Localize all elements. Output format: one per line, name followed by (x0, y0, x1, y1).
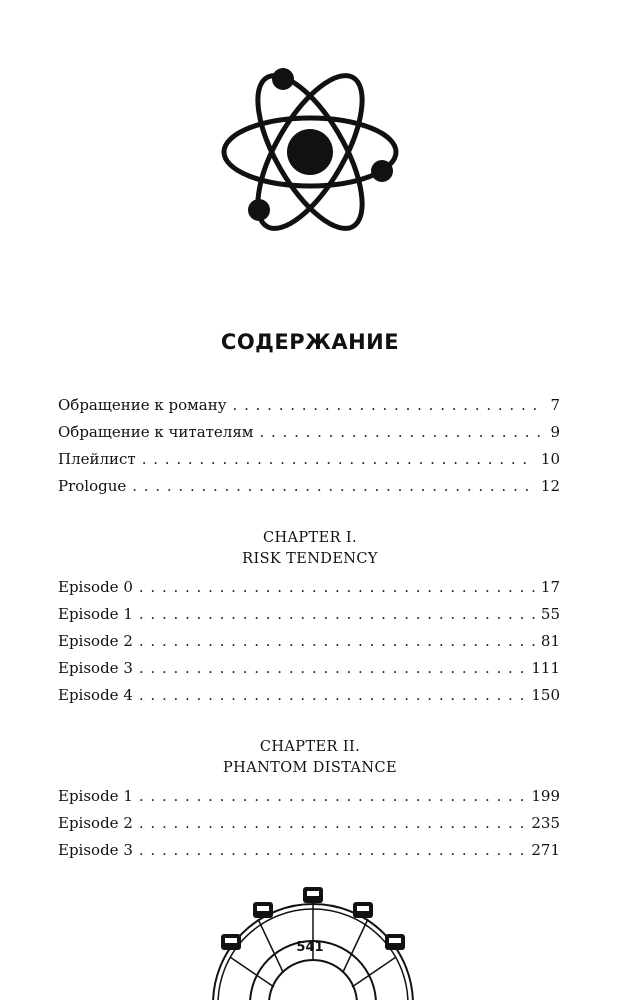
toc-entry-label: Плейлист (58, 450, 136, 468)
dot-leader (139, 682, 525, 709)
toc-entry-label: Episode 0 (58, 578, 133, 596)
dot-leader (139, 574, 535, 601)
chapter-heading (0, 528, 620, 570)
toc-entry[interactable] (58, 810, 560, 837)
toc-front-matter (58, 392, 560, 500)
dot-leader (139, 837, 525, 864)
toc-entry-page: 235 (531, 814, 560, 832)
ferris-wheel-icon (208, 872, 418, 1000)
toc-entry-page: 199 (531, 787, 560, 805)
dot-leader (132, 473, 535, 500)
toc-entry[interactable] (58, 601, 560, 628)
toc-entry[interactable] (58, 628, 560, 655)
chapter-subtitle: PHANTOM DISTANCE (223, 760, 397, 776)
toc-entry-page: 111 (531, 659, 560, 677)
dot-leader (259, 419, 544, 446)
toc-entry-label: Episode 1 (58, 605, 133, 623)
toc-entry-page: 17 (540, 578, 560, 596)
toc-entry-page: 81 (540, 632, 560, 650)
dot-leader (139, 601, 535, 628)
toc-entry-page: 12 (540, 477, 560, 495)
toc-entry-label: Episode 3 (58, 841, 133, 859)
toc-entry-page: 10 (540, 450, 560, 468)
toc-entry-label: Episode 2 (58, 632, 133, 650)
toc-entry-label: Prologue (58, 477, 127, 495)
toc-entry[interactable] (58, 682, 560, 709)
toc-chapter-1-entries (58, 574, 560, 709)
dot-leader (142, 446, 535, 473)
atom-icon (220, 64, 400, 236)
toc-entry-label: Episode 3 (58, 659, 133, 677)
toc-entry[interactable] (58, 419, 560, 446)
toc-entry-label: Обращение к читателям (58, 423, 254, 441)
toc-entry-page: 9 (550, 423, 560, 441)
dot-leader (139, 810, 525, 837)
toc-entry-label: Episode 4 (58, 686, 133, 704)
toc-entry-page: 55 (540, 605, 560, 623)
toc-entry[interactable] (58, 392, 560, 419)
dot-leader (139, 655, 525, 682)
toc-entry[interactable] (58, 837, 560, 864)
page-number: 541 (296, 940, 324, 955)
chapter-number: CHAPTER I. (262, 530, 358, 546)
chapter-number: CHAPTER II. (259, 739, 361, 755)
toc-entry[interactable] (58, 783, 560, 810)
toc-entry-label: Episode 1 (58, 787, 133, 805)
toc-entry-label: Episode 2 (58, 814, 133, 832)
dot-leader (139, 628, 535, 655)
toc-entry-page: 271 (531, 841, 560, 859)
toc-entry-page: 7 (550, 396, 560, 414)
chapter-subtitle: RISK TENDENCY (242, 551, 378, 567)
dot-leader (233, 392, 545, 419)
toc-entry-label: Обращение к роману (58, 396, 227, 414)
page-title: СОДЕРЖАНИЕ (220, 330, 400, 354)
dot-leader (139, 783, 525, 810)
chapter-heading (0, 737, 620, 779)
toc-entry[interactable] (58, 446, 560, 473)
toc-entry-page: 150 (531, 686, 560, 704)
toc-entry[interactable] (58, 574, 560, 601)
toc-entry[interactable] (58, 655, 560, 682)
toc-entry[interactable] (58, 473, 560, 500)
toc-chapter-2-entries (58, 783, 560, 864)
